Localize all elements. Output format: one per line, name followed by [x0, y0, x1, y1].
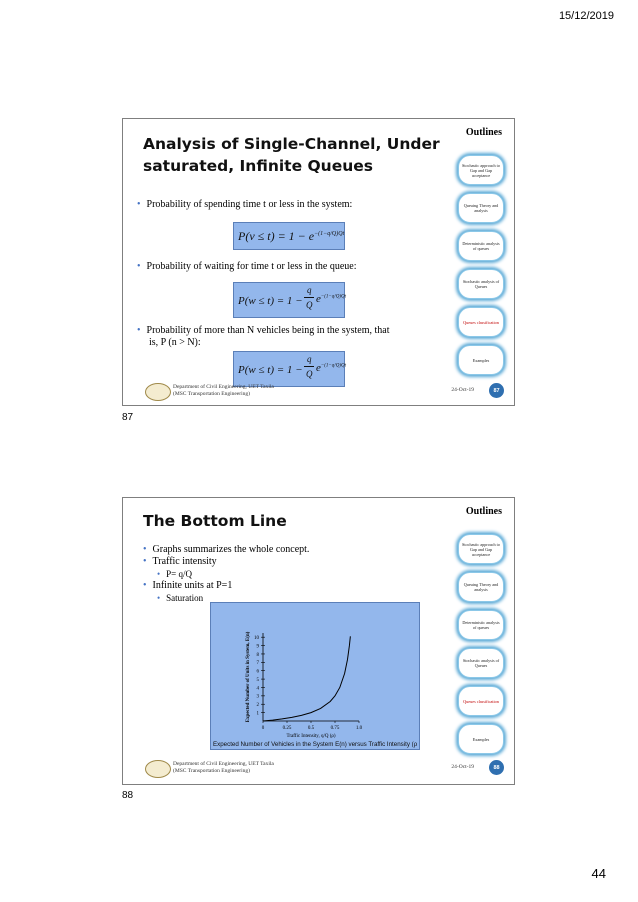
outline-item-classification[interactable]: Queues classification — [458, 686, 504, 716]
bullet-dot-icon: • — [157, 569, 161, 579]
outline-item-queuing-theory[interactable]: Queuing Theory and analysis — [458, 193, 504, 223]
slide-88 — [122, 497, 515, 785]
slide-title: The Bottom Line — [143, 512, 287, 530]
outline-item-deterministic[interactable]: Deterministic analysis of queues — [458, 231, 504, 261]
slide-title-line1: Analysis of Single-Channel, Under — [143, 135, 440, 153]
bullet-dot-icon: • — [137, 199, 141, 210]
bullet-item: • Traffic intensity — [143, 556, 217, 567]
y-tick-label: 8 — [256, 652, 259, 658]
x-tick-label: 0.75 — [330, 726, 340, 731]
bullet-dot-icon: • — [157, 593, 161, 603]
slide-title-line2: saturated, Infinite Queues — [143, 157, 373, 175]
slide-87 — [122, 118, 515, 406]
bullet-item: • Probability of waiting for time t or less in the queue: — [137, 261, 357, 272]
slide-label: 87 — [122, 412, 134, 423]
bullet-dot-icon: • — [137, 261, 141, 272]
footer-date: 24-Oct-19 — [451, 387, 474, 393]
y-tick-label: 10 — [254, 635, 259, 641]
slide-number-badge: 87 — [489, 383, 504, 398]
y-tick-label: 6 — [256, 669, 259, 675]
y-tick-label: 3 — [256, 694, 259, 700]
x-tick-label: 1.0 — [355, 726, 363, 731]
y-tick-label: 4 — [256, 686, 259, 692]
outline-item-examples[interactable]: Examples — [458, 345, 504, 375]
bullet-dot-icon: • — [143, 556, 147, 567]
outline-item-queuing-theory[interactable]: Queuing Theory and analysis — [458, 572, 504, 602]
slide-title — [143, 133, 440, 177]
y-tick-label: 2 — [256, 703, 259, 709]
x-tick-label: 0 — [261, 726, 265, 731]
outline-item-examples[interactable]: Examples — [458, 724, 504, 754]
y-tick-label: 1 — [256, 711, 259, 717]
y-tick-label: 9 — [256, 644, 259, 650]
outlines-title: Outlines — [465, 127, 502, 138]
traffic-intensity-chart — [210, 602, 420, 750]
page-date: 15/12/2019 — [558, 10, 614, 22]
bullet-item: • Probability of more than N vehicles being in the system, that is, P (n > N): — [137, 325, 390, 348]
series-line — [263, 636, 350, 721]
bullet-item: • Infinite units at P=1 — [143, 580, 233, 591]
page-number: 44 — [591, 866, 606, 881]
slide-number-badge: 88 — [489, 760, 504, 775]
bullet-item: • Graphs summarizes the whole concept. — [143, 544, 310, 555]
bullet-dot-icon: • — [143, 580, 147, 591]
formula-system-time: $P(v \le t) = 1 - e^{-(1-q/Q)Qt}$ — [233, 222, 345, 250]
y-axis-label: Expected Number of Units in System, E(n) — [246, 631, 251, 723]
formula-more-than-n: P(w ≤ t) = 1 − q Q $e^{-(1-q/Q)Qt}$ — [233, 351, 345, 387]
bullet-dot-icon: • — [137, 325, 141, 336]
outline-item-gap-acceptance[interactable]: Stochastic approach to Gap and Gap acceptance — [458, 534, 504, 564]
y-tick-label: 5 — [256, 677, 259, 683]
y-tick-label: 7 — [256, 661, 259, 667]
x-tick-label: 0.25 — [282, 726, 292, 731]
footer-department: Department of Civil Engineering, UET Taxila (MSC Transportation Engineering) — [173, 761, 274, 774]
chart-caption: Expected Number of Vehicles in the System E(n) versus Traffic Intensity (ρ — [213, 741, 418, 748]
outlines-title: Outlines — [465, 506, 502, 517]
outline-item-gap-acceptance[interactable]: Stochastic approach to Gap and Gap acceptance — [458, 155, 504, 185]
formula-queue-time: P(w ≤ t) = 1 − q Q $e^{-(1-q/Q)Qt}$ — [233, 282, 345, 318]
x-tick-label: 0.5 — [307, 726, 315, 731]
university-logo — [145, 760, 171, 778]
bullet-item: • Probability of spending time t or less in the system: — [137, 199, 353, 210]
outline-item-stochastic[interactable]: Stochastic analysis of Queues — [458, 269, 504, 299]
bullet-dot-icon: • — [143, 544, 147, 555]
outline-item-stochastic[interactable]: Stochastic analysis of Queues — [458, 648, 504, 678]
slide-label: 88 — [122, 790, 134, 801]
x-axis-label: Traffic Intensity, q/Q (ρ) — [286, 734, 336, 739]
outline-item-classification[interactable]: Queues classification — [458, 307, 504, 337]
footer-department: Department of Civil Engineering, UET Taxila (MSC Transportation Engineering) — [173, 384, 274, 397]
chart-svg — [211, 603, 421, 751]
bullet-subitem: • Saturation — [157, 593, 204, 603]
outline-item-deterministic[interactable]: Deterministic analysis of queues — [458, 610, 504, 640]
university-logo — [145, 383, 171, 401]
footer-date: 24-Oct-19 — [451, 764, 474, 770]
bullet-subitem: • P= q/Q — [157, 569, 192, 579]
